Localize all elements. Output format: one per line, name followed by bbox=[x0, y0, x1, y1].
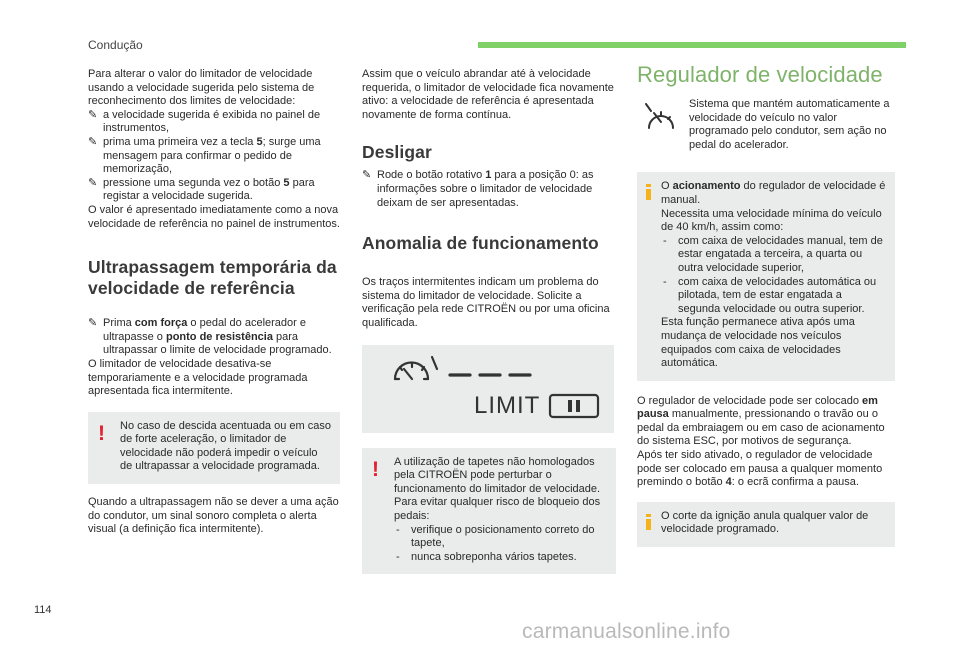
dash-marker: - bbox=[396, 523, 400, 536]
key-ref: 1 bbox=[485, 169, 492, 182]
warning-box bbox=[88, 412, 340, 484]
pause-text-part: O regulador de velocidade pode ser colocado bbox=[637, 394, 863, 407]
emphasis: acionamento bbox=[672, 180, 741, 193]
pen-bullet-icon: ✎ bbox=[362, 169, 372, 182]
list-item-text: pressione uma segunda vez o botão bbox=[103, 176, 284, 189]
list-item-text: Prima bbox=[103, 317, 135, 330]
emphasis: ponto de resistência bbox=[165, 330, 273, 343]
column-1 bbox=[88, 68, 340, 537]
regulator-intro bbox=[637, 98, 895, 152]
page-number: 114 bbox=[34, 604, 52, 616]
list-item bbox=[661, 276, 887, 317]
column-2 bbox=[362, 68, 616, 574]
emphasis: com força bbox=[134, 317, 188, 330]
list-item bbox=[88, 109, 340, 136]
warning-box bbox=[362, 448, 616, 575]
limit-label: LIMIT bbox=[474, 391, 541, 419]
info-text: Esta função permanece ativa após uma mudança de velocidade nos veículos equipados com caixa de velocidades automática. bbox=[661, 316, 855, 370]
pen-bullet-icon: ✎ bbox=[88, 108, 98, 121]
col1-intro: Para alterar o valor do limitador de velocidade usando a velocidade sugerida pelo sistema de reconhecimento dos limites de velocidade: bbox=[88, 68, 315, 108]
info-text: O bbox=[661, 180, 673, 193]
limiter-display-panel bbox=[362, 345, 614, 433]
pause-text bbox=[637, 395, 895, 449]
list-item-text: o pedal do acelerador e ultrapasse o bbox=[103, 317, 307, 343]
section-header: Condução bbox=[88, 38, 143, 52]
info-icon bbox=[646, 514, 651, 530]
exclamation-icon: ! bbox=[98, 421, 105, 445]
limiter-fault-illustration bbox=[362, 345, 614, 433]
info-icon bbox=[646, 184, 651, 200]
section-header-bar bbox=[478, 42, 906, 48]
col1-final: Quando a ultrapassagem não se dever a uma ação do condutor, um sinal sonoro completa o alerta visual (a definição fica intermitente). bbox=[88, 496, 339, 536]
info-text: O corte da ignição anula qualquer valor de velocidade programado. bbox=[661, 509, 869, 536]
list-item bbox=[394, 524, 608, 551]
info-box bbox=[637, 502, 895, 547]
list-item-text: com caixa de velocidades automática ou pilotada, tem de estar engatada a segunda velocidade ou outra superior. bbox=[678, 275, 877, 315]
info-box bbox=[637, 172, 895, 380]
key-ref: 5 bbox=[256, 135, 263, 148]
dash-marker: - bbox=[663, 234, 667, 247]
info-text: Necessita uma velocidade mínima do veículo de 40 km/h, assim como: bbox=[661, 207, 882, 234]
list-item-text: Rode o botão rotativo bbox=[377, 169, 486, 182]
col1-outro: O valor é apresentado imediatamente como a nova velocidade de referência no painel de instrumentos. bbox=[88, 203, 340, 230]
pen-bullet-icon: ✎ bbox=[88, 135, 98, 148]
column-3 bbox=[637, 62, 895, 547]
exclamation-icon: ! bbox=[372, 457, 379, 481]
regulator-title: Regulador de velocidade bbox=[637, 62, 883, 87]
warning-text: No caso de descida acentuada ou em caso de forte aceleração, o limitador de velocidade não poderá impedir o veículo de ultrapassar a velocidade programada. bbox=[120, 419, 331, 473]
pause-text-part: manualmente, pressionando o travão ou o pedal da embraiagem ou em caso de acionamento do sistema ESC, por motivos de segurança. bbox=[637, 408, 885, 448]
pen-bullet-icon: ✎ bbox=[88, 317, 98, 330]
regulator-intro-text: Sistema que mantém automaticamente a velocidade do veículo no valor programado pelo condutor, sem ação no pedal do acelerador. bbox=[689, 98, 890, 151]
list-item-text: nunca sobreponha vários tapetes. bbox=[411, 550, 577, 563]
list-item-text: para ultrapassar o limite de velocidade programado. bbox=[103, 330, 332, 357]
list-item-text: prima uma primeira vez a tecla bbox=[103, 135, 257, 148]
pause-text-part: Após ter sido ativado, o regulador de velocidade pode ser colocado em pausa a qualquer momento premindo o botão bbox=[637, 449, 883, 489]
list-item bbox=[88, 136, 340, 177]
list-item-text: para a posição 0: as informações sobre o limitador de velocidade deixam de ser apresentadas. bbox=[377, 169, 594, 209]
list-item-text: verifique o posicionamento correto do tapete, bbox=[411, 523, 595, 550]
speedometer-icon bbox=[643, 102, 679, 132]
dash-marker: - bbox=[663, 275, 667, 288]
emphasis: em pausa bbox=[637, 394, 878, 421]
col2-intro: Assim que o veículo abrandar até à velocidade requerida, o limitador de velocidade fica novamente ativo: a velocidade de referência é apresentada novamente de forma contínua. bbox=[362, 68, 614, 121]
info-text: do regulador de velocidade é manual. bbox=[661, 180, 886, 206]
list-item-text: para registar a velocidade sugerida. bbox=[103, 176, 315, 203]
pen-bullet-icon: ✎ bbox=[88, 176, 98, 189]
watermark: carmanualsonline.info bbox=[522, 620, 731, 643]
list-item-text: ; surge uma mensagem para confirmar o pedido de memorização, bbox=[103, 135, 321, 176]
key-ref: 5 bbox=[283, 176, 290, 189]
pause-text-part: : o ecrã confirma a pausa. bbox=[731, 476, 859, 489]
fault-text: Os traços intermitentes indicam um problema do sistema do limitador de velocidade. Solicite a verificação pela rede CITROËN ou por uma oficina qualificada. bbox=[362, 276, 610, 329]
list-item-text: com caixa de velocidades manual, tem de estar engatada a terceira, a quarta ou outra velocidade superior, bbox=[678, 234, 883, 274]
speedometer-icon bbox=[395, 357, 437, 379]
off-title: Desligar bbox=[362, 142, 432, 163]
list-item bbox=[88, 177, 340, 204]
list-item bbox=[362, 169, 616, 210]
pause-icon bbox=[550, 395, 598, 417]
list-item bbox=[661, 235, 887, 276]
dash-marker: - bbox=[396, 550, 400, 563]
warning-text: A utilização de tapetes não homologados pela CITROËN pode perturbar o funcionamento do limitador de velocidade. Para evitar qualquer risco de bloqueio dos pedais: bbox=[394, 455, 601, 522]
fault-title: Anomalia de funcionamento bbox=[362, 233, 599, 254]
pause-text-2 bbox=[637, 449, 895, 490]
overtake-text: O limitador de velocidade desativa-se temporariamente e a velocidade programada apresentada fica intermitente. bbox=[88, 357, 308, 398]
overtake-title: Ultrapassagem temporária da velocidade de referência bbox=[88, 257, 337, 299]
list-item bbox=[394, 551, 608, 565]
list-item-text: a velocidade sugerida é exibida no painel de instrumentos, bbox=[103, 108, 321, 135]
list-item bbox=[88, 317, 340, 358]
key-ref: 4 bbox=[725, 476, 732, 489]
